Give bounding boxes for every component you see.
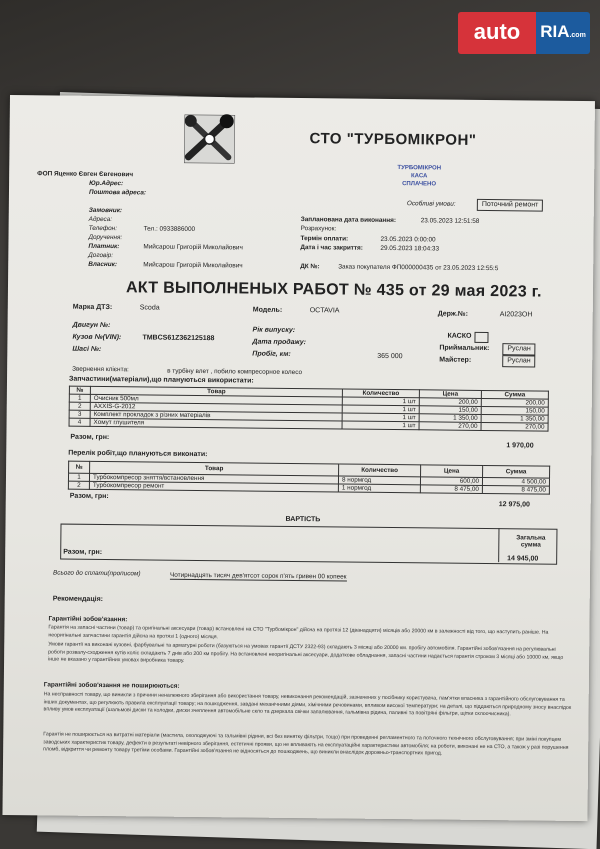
payer-label: Платник: — [88, 242, 120, 251]
document-sheet — [2, 95, 595, 821]
parts-col-price: Цена — [419, 390, 481, 399]
company-owner: ФОП Яценко Євген Євгенович — [37, 170, 134, 179]
works-total-value: 12 975,00 — [498, 501, 530, 509]
cell-name: AXXIS-G-2012 — [90, 402, 342, 413]
parts-col-name: Товар — [90, 386, 342, 397]
kasko-checkbox — [474, 332, 488, 343]
cell-qty: 1 шт — [342, 421, 419, 430]
cell-no: 1 — [68, 473, 89, 481]
parts-col-qty: Количество — [342, 389, 419, 398]
pay-term-label: Термін оплати: — [300, 235, 349, 243]
cost-total-label: Разом, грн: — [63, 548, 103, 556]
cell-sum: 150,00 — [481, 406, 548, 415]
cell-qty: 8 нормгод — [338, 476, 420, 485]
warranty-title: Гарантійні зобов'язання: — [48, 615, 128, 624]
stamp-line-2: КАСА — [410, 173, 428, 180]
receiver-value: Руслан — [502, 343, 536, 355]
mileage-value: 365 000 — [377, 352, 403, 361]
cell-name: Турбокомпресор зняття/встановлення — [89, 473, 338, 484]
cell-price: 270,00 — [419, 422, 481, 431]
repair-type-value: Поточний ремонт — [477, 199, 544, 212]
autoria-watermark — [458, 12, 590, 54]
model-value: OCTAVIA — [309, 307, 340, 315]
cost-sum-header: Загальна сумма — [516, 534, 546, 549]
planned-date-value: 23.05.2023 12:51:58 — [420, 217, 480, 225]
wrench-logo-icon — [174, 109, 245, 170]
auto-logo-text: auto — [458, 12, 536, 54]
customer-label: Замовник: — [88, 206, 123, 215]
cell-no: 4 — [69, 418, 90, 426]
phone-label: Телефон: — [88, 224, 118, 233]
cell-price: 600,00 — [420, 477, 482, 486]
request-label: Звернення клієнта: — [72, 365, 129, 374]
works-col-name: Товар — [90, 461, 339, 476]
request-value: в турбіну влет , побило компресорное колесо — [167, 367, 303, 377]
post-address-label: Поштова адреса: — [88, 188, 147, 197]
dk-label: ДК №: — [300, 263, 320, 271]
parts-total-value: 1 970,00 — [506, 442, 534, 450]
contract-label: Договір: — [88, 251, 114, 260]
ria-logo-mark: RIA — [540, 22, 570, 41]
to-pay-label: Всього до сплати(прописом) — [52, 569, 141, 578]
engine-label: Двигун №: — [72, 321, 111, 330]
ria-domain: .com — [569, 32, 586, 39]
recommendation-label: Рекомендація: — [52, 595, 104, 604]
parts-table — [69, 386, 549, 432]
cell-sum: 270,00 — [481, 422, 548, 431]
parts-col-no: № — [69, 386, 90, 394]
parts-col-sum: Сумма — [481, 390, 548, 399]
works-col-no: № — [69, 461, 90, 473]
owner-label: Власник: — [88, 260, 118, 269]
pay-term-value: 23.05.2023 0:00:00 — [380, 235, 436, 244]
cell-qty: 1 шт — [342, 397, 419, 406]
vin-value: TMBCS61Z362125188 — [142, 334, 215, 343]
parts-section-title: Запчастини(матеріали),що плануються використати: — [68, 375, 254, 385]
cell-no: 2 — [68, 481, 89, 489]
cell-name: Комплект прокладок з різних матеріалів — [90, 410, 342, 421]
kasko-label: КАСКО — [447, 332, 472, 340]
works-table — [68, 461, 550, 495]
chassis-label: Шасі №: — [72, 345, 102, 353]
owner-value: Мийсарош Григорій Миколайович — [143, 261, 243, 270]
cell-name: Турбокомпресор ремонт — [89, 481, 338, 492]
trust-label: Доручення: — [88, 233, 123, 242]
works-col-price: Цена — [421, 465, 483, 478]
cell-price: 8 475,00 — [420, 485, 482, 494]
phone-value: Тел.: 0933886000 — [143, 225, 196, 233]
stamp-line-3: СПЛАЧЕНО — [402, 181, 437, 188]
cell-sum: 8 475,00 — [482, 485, 549, 494]
receiver-label: Приймальник: — [439, 344, 490, 353]
stamp-line-1: ТУРБОМІКРОН — [397, 165, 442, 172]
closed-date-value: 29.05.2023 18:04:33 — [380, 244, 440, 253]
cell-no: 2 — [69, 402, 90, 410]
sale-date-label: Дата продажу: — [252, 338, 306, 347]
works-col-qty: Количество — [339, 464, 421, 477]
brand-label: Марка ДТЗ: — [72, 303, 113, 312]
warranty-paragraph-2: Умови гарантії на виконані кузовні, фарбувальні та арматурні роботи (базуються на умовах гарантії ДСТУ 2322-93) складають 3 місяці або 20000 км. пробігу автомобіля. Гарантійні зобов'язання на регулювальні роботи розвалу-сходження кутів коліс складають 7 днів або 200 км пробігу. На встановлені неоригінальні аксесуари, додаткове обладнання, запасні частини надається гарантія строком 3 місяці або 10000 км, якщо інше не вказано у гарантійних умовах виробника товару. — [48, 641, 564, 664]
cell-sum: 4 500,00 — [482, 477, 549, 486]
account-label: Розрахунок: — [300, 225, 337, 233]
payer-value: Мийсарош Григорій Миколайович — [143, 243, 243, 252]
plate-value: AI2023OH — [499, 311, 533, 319]
address-label: Адреса: — [88, 215, 113, 224]
cell-name: Хомут глушителя — [90, 418, 342, 429]
master-value: Руслан — [502, 355, 536, 367]
cell-name: Очисник 500мл — [90, 394, 342, 405]
cell-no: 3 — [69, 410, 90, 418]
cost-total-value: 14 945,00 — [507, 555, 539, 563]
works-section-title: Перелік робіт,що плануються виконати: — [68, 449, 208, 459]
to-pay-value: Чотирнадцять тисяч дев'ятсот сорок п'ять гривен 00 копеек — [169, 571, 347, 581]
plate-label: Держ.№: — [437, 310, 468, 318]
cell-qty: 1 нормгод — [338, 484, 420, 493]
works-col-sum: Сумма — [483, 465, 550, 478]
vin-label: Кузов №(VIN): — [72, 333, 122, 342]
cell-price: 1 350,00 — [419, 414, 481, 423]
parts-total-label: Разом, грн: — [70, 433, 110, 442]
legal-address-label: Юр.Адрес: — [89, 179, 124, 188]
cell-price: 150,00 — [419, 406, 481, 415]
document-title: АКТ ВЫПОЛНЕНЫХ РАБОТ № 435 от 29 мая 2023 г. — [125, 279, 542, 301]
warranty-exclusions-title: Гарантійні зобов'язання не поширюються: — [43, 681, 180, 690]
year-label: Рік випуску: — [252, 326, 296, 334]
paid-stamp — [384, 164, 454, 189]
order-reference: Заказ покупателя ФП000000435 от 23.05.2023 12:55:5 — [338, 263, 499, 273]
closed-date-label: Дата і час закриття: — [300, 244, 363, 252]
warranty-paragraph-4: Гарантія не поширюється на витратні матеріали (мастила, охолоджуючі та гальмівні рідини, всі без винятку фільтри, тощо) при проведенні регламентного та поточного технічного обслуговування; при зміні покупцем заводських характеристик товару, дефекти в результаті невірного зберігання, естетичні прояви, що не впливають на експлуатаційні характеристики автомобіля; на роботи, виконані не на СТО, а також у разі порушення пломб, відкриття чи ремонту товару третіми особами. Гарантійні зобов'язання не відносяться до пошкоджень, що виникли внаслідок дорожньо-транспортних пригод. — [43, 731, 569, 757]
cost-box — [60, 524, 557, 565]
ria-logo-text — [536, 12, 590, 54]
cost-title: ВАРТІСТЬ — [285, 515, 321, 524]
cell-price: 200,00 — [419, 398, 481, 407]
cell-qty: 1 шт — [342, 405, 419, 414]
master-label: Майстер: — [439, 356, 472, 364]
warranty-paragraph-1: Гарантія на запасні частини (товар) та оригінальні аксесуари (товар) встановлені на СТО "Турбомікрон" дійсна на протязі 12 (дванадцяти) місяців або 20000 км в залежності від того, що наступить раніше. На неоригінальні запчастини гарантія дійсна на протязі 1 (одного) місяця. — [48, 624, 549, 640]
cell-sum: 1 350,00 — [481, 414, 548, 423]
cell-no: 1 — [69, 394, 90, 402]
works-total-label: Разом, грн: — [69, 492, 109, 501]
company-name: СТО "ТУРБОМІКРОН" — [309, 130, 477, 149]
repair-type-label: Особливі умови: — [406, 200, 456, 208]
cell-qty: 1 шт — [342, 413, 419, 422]
warranty-paragraph-3: На несправності товару, що виникли з причини неналежного зберігання або використання товару, невиконання рекомендацій, зазначених у посібнику користувача, пам'ятки власника з гарантійного обслуговування та інших документах, що регулюють правила експлуатації товару; на пошкодження, завдані механічними діями, хімічними речовинами, впливом високої температури; на деталі, що піддаються природному зносу внаслідок впливу умов експлуатації (шальмові диски та колодки, диски зчеплення автомобільне скло та дзеркала свічки запалювання, гальмівна рідина, паливні та повітряні фільтри, щітки склоочисника). — [43, 691, 572, 718]
cell-sum: 200,00 — [481, 398, 548, 407]
mileage-label: Пробіг, км: — [252, 350, 291, 358]
model-label: Модель: — [252, 306, 283, 314]
planned-date-label: Запланована дата виконання: — [300, 216, 397, 225]
brand-value: Scoda — [139, 304, 160, 312]
